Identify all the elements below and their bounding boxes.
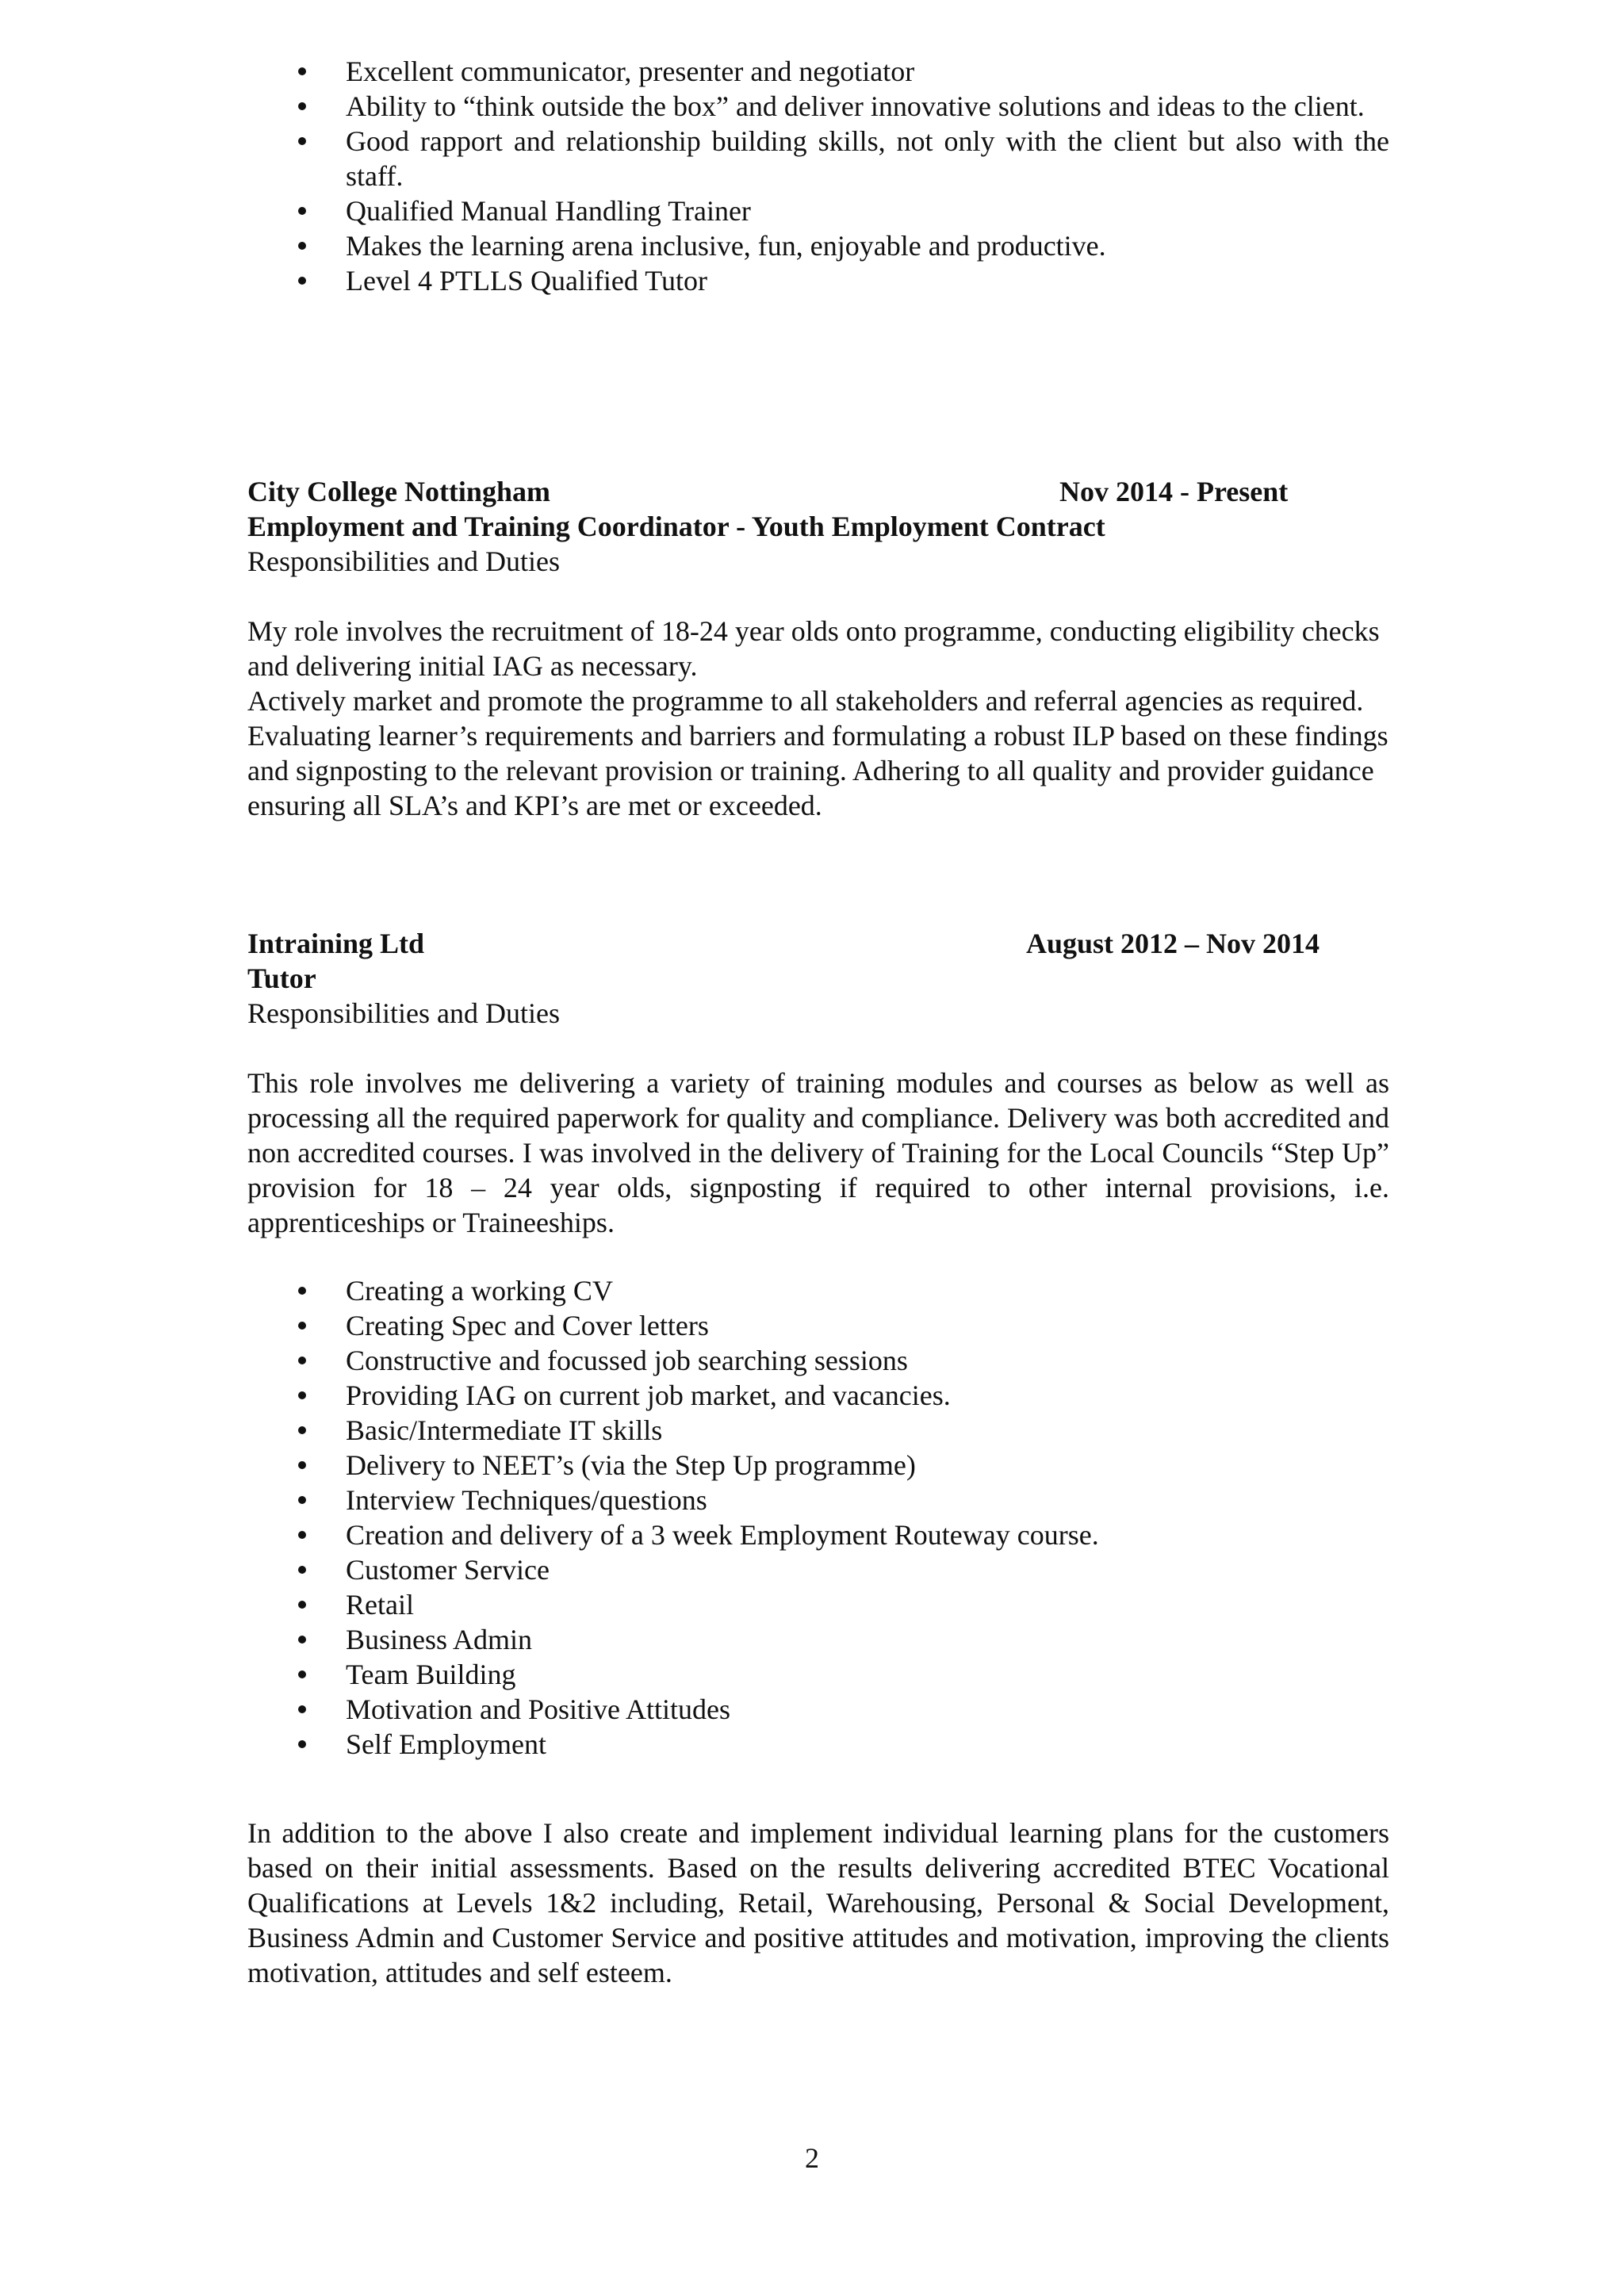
list-item: Creating a working CV [247,1273,1389,1308]
list-item: Customer Service [247,1552,1389,1587]
list-item: Ability to “think outside the box” and deliver innovative solutions and ideas to the client. [247,89,1389,124]
job2-closing [247,1816,1389,1990]
job1-paragraph: My role involves the recruitment of 18-24 year olds onto programme, conducting eligibility checks and delivering initial IAG as necessary. [247,615,1380,682]
job1-dates: Nov 2014 - Present [1059,476,1289,507]
list-item: Motivation and Positive Attitudes [247,1692,1389,1727]
list-item: Interview Techniques/questions [247,1483,1389,1517]
job1-description [247,614,1389,823]
list-item: Basic/Intermediate IT skills [247,1413,1389,1448]
job2-modules-list [247,1273,1389,1762]
job1-paragraph: Evaluating learner’s requirements and barriers and formulating a robust ILP based on these findings and signposting to the relevant provision or training. Adhering to all quality and provider guidance ensuring all SLA’s and KPI’s are met or exceeded. [247,720,1388,821]
job1-header-row [247,474,1389,509]
skills-list [247,54,1389,298]
job1-subheading: Responsibilities and Duties [247,545,560,577]
page-number: 2 [805,2142,819,2174]
job1-title: Employment and Training Coordinator - Youth Employment Contract [247,511,1105,542]
job2-intro-paragraph: This role involves me delivering a variety of training modules and courses as below as well as processing all the required paperwork for quality and compliance. Delivery was both accredited and non accredited courses. I was involved in the delivery of Training for the Local Councils “Step Up” provision for 18 – 24 year olds, signposting if required to other internal provisions, i.e. apprenticeships or Traineeships. [247,1067,1389,1238]
job1-employer: City College Nottingham [247,476,550,507]
list-item: Creating Spec and Cover letters [247,1308,1389,1343]
list-item: Good rapport and relationship building skills, not only with the client but also with the staff. [247,124,1389,193]
list-item: Retail [247,1587,1389,1622]
list-item: Constructive and focussed job searching sessions [247,1343,1389,1378]
list-item: Level 4 PTLLS Qualified Tutor [247,263,1389,298]
job2-closing-paragraph: In addition to the above I also create and implement individual learning plans for the customers based on their initial assessments. Based on the results delivering accredited BTEC Vocational Qualifications at Levels 1&2 including, Retail, Warehousing, Personal & Social Development, Business Admin and Customer Service and positive attitudes and motivation, improving the clients motivation, attitudes and self esteem. [247,1817,1389,1988]
list-item: Business Admin [247,1622,1389,1657]
list-item: Team Building [247,1657,1389,1692]
list-item: Delivery to NEET’s (via the Step Up programme) [247,1448,1389,1483]
job2-employer: Intraining Ltd [247,928,425,959]
list-item: Excellent communicator, presenter and negotiator [247,54,1389,89]
list-item: Creation and delivery of a 3 week Employment Routeway course. [247,1517,1389,1552]
list-item: Providing IAG on current job market, and vacancies. [247,1378,1389,1413]
list-item: Qualified Manual Handling Trainer [247,193,1389,228]
job2-dates: August 2012 – Nov 2014 [1026,928,1320,959]
job2-title: Tutor [247,962,316,994]
list-item: Self Employment [247,1727,1389,1762]
job2-intro [247,1066,1389,1240]
job2-subheading: Responsibilities and Duties [247,997,560,1029]
job2-header-row [247,926,1389,961]
job1-paragraph: Actively market and promote the programme to all stakeholders and referral agencies as required. [247,685,1364,717]
list-item: Makes the learning arena inclusive, fun, enjoyable and productive. [247,228,1389,263]
